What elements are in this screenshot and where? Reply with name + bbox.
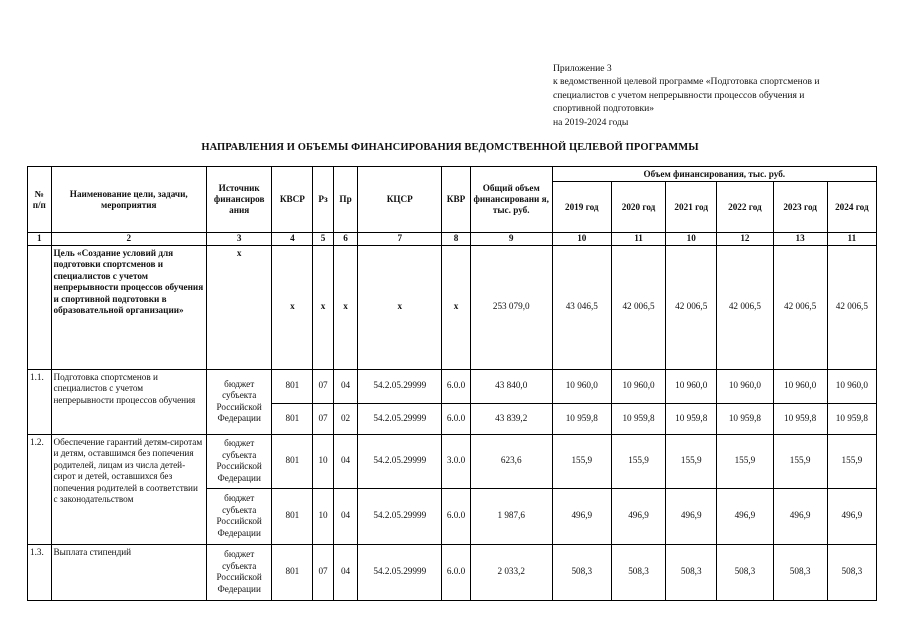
cell-kcsr: 54.2.05.29999 <box>358 544 442 600</box>
table-row <box>28 369 877 403</box>
cell-rz: 07 <box>313 369 333 403</box>
appendix-line: к ведомственной целевой программе «Подготовка спортсменов и <box>553 76 820 88</box>
appendix-line: на 2019-2024 годы <box>553 116 629 128</box>
header-year: 2023 год <box>773 182 827 233</box>
cell-year-value: 155,9 <box>773 434 827 488</box>
appendix-note <box>553 62 873 129</box>
header-source: Источник финансиров ания <box>206 167 271 233</box>
goal-kvr: x <box>442 245 471 369</box>
cell-year-value: 10 959,8 <box>552 403 611 434</box>
goal-kcsr: x <box>358 245 442 369</box>
cell-kvr: 6.0.0 <box>442 544 471 600</box>
cell-kvsr: 801 <box>272 488 313 544</box>
header-year: 2021 год <box>666 182 717 233</box>
cell-kvsr: 801 <box>272 434 313 488</box>
goal-kvsr: x <box>272 245 313 369</box>
cell-year-value: 10 960,0 <box>717 369 773 403</box>
cell-year-value: 508,3 <box>773 544 827 600</box>
cell-pr: 02 <box>333 403 358 434</box>
cell-total: 1 987,6 <box>470 488 552 544</box>
goal-name: Цель «Создание условий для подготовки спортсменов и специалистов с учетом непрерывности процессов обучения и спортивной подготовки в образовательной организации» <box>51 245 206 369</box>
goal-year-value: 42 006,5 <box>611 245 665 369</box>
cell-year-value: 155,9 <box>611 434 665 488</box>
cell-pr: 04 <box>333 369 358 403</box>
cell-year-value: 10 960,0 <box>773 369 827 403</box>
cell-kvr: 6.0.0 <box>442 403 471 434</box>
header-kcsr: КЦСР <box>358 167 442 233</box>
goal-year-value: 43 046,5 <box>552 245 611 369</box>
header-kvsr: КВСР <box>272 167 313 233</box>
cell-year-value: 155,9 <box>666 434 717 488</box>
cell-year-value: 508,3 <box>552 544 611 600</box>
table-row <box>28 434 877 488</box>
column-number-row <box>28 233 877 246</box>
header-kvr: КВР <box>442 167 471 233</box>
table-row <box>28 544 877 600</box>
header-rz: Рз <box>313 167 333 233</box>
cell-year-value: 508,3 <box>717 544 773 600</box>
cell-kvr: 6.0.0 <box>442 369 471 403</box>
header-pr: Пр <box>333 167 358 233</box>
appendix-line: Приложение 3 <box>553 63 612 74</box>
cell-rz: 10 <box>313 434 333 488</box>
cell-total: 2 033,2 <box>470 544 552 600</box>
goal-year-value: 42 006,5 <box>773 245 827 369</box>
item-index: 1.1. <box>28 369 52 434</box>
item-index: 1.3. <box>28 544 52 600</box>
cell-year-value: 496,9 <box>773 488 827 544</box>
column-number: 2 <box>51 233 206 246</box>
cell-year-value: 496,9 <box>717 488 773 544</box>
cell-year-value: 508,3 <box>827 544 876 600</box>
cell-kcsr: 54.2.05.29999 <box>358 369 442 403</box>
column-number: 4 <box>272 233 313 246</box>
cell-year-value: 508,3 <box>611 544 665 600</box>
financing-table <box>27 166 877 601</box>
column-number: 9 <box>470 233 552 246</box>
header-year: 2020 год <box>611 182 665 233</box>
goal-year-value: 42 006,5 <box>717 245 773 369</box>
cell-year-value: 10 960,0 <box>611 369 665 403</box>
cell-year-value: 10 959,8 <box>611 403 665 434</box>
cell-kvr: 3.0.0 <box>442 434 471 488</box>
item-index: 1.2. <box>28 434 52 544</box>
item-source: бюджет субъекта Российской Федерации <box>206 434 271 488</box>
header-name: Наименование цели, задачи, мероприятия <box>51 167 206 233</box>
appendix-line: специалистов с учетом непрерывности процессов обучения и <box>553 89 805 101</box>
column-number: 13 <box>773 233 827 246</box>
item-name: Обеспечение гарантий детям-сиротам и детям, оставшимся без попечения родителей, лицам из числа детей-сирот и детей, оставшихся без попечения родителей в соответствии с законодательством <box>51 434 206 544</box>
column-number: 11 <box>611 233 665 246</box>
cell-total: 623,6 <box>470 434 552 488</box>
appendix-line: спортивной подготовки» <box>553 103 655 115</box>
header-volume: Объем финансирования, тыс. руб. <box>552 167 876 182</box>
cell-pr: 04 <box>333 488 358 544</box>
header-year: 2019 год <box>552 182 611 233</box>
goal-year-value: 42 006,5 <box>666 245 717 369</box>
cell-year-value: 10 959,8 <box>827 403 876 434</box>
goal-year-value: 42 006,5 <box>827 245 876 369</box>
cell-year-value: 155,9 <box>717 434 773 488</box>
item-source: бюджет субъекта Российской Федерации <box>206 544 271 600</box>
cell-year-value: 10 959,8 <box>717 403 773 434</box>
cell-kcsr: 54.2.05.29999 <box>358 488 442 544</box>
column-number: 12 <box>717 233 773 246</box>
cell-total: 43 840,0 <box>470 369 552 403</box>
cell-year-value: 10 960,0 <box>552 369 611 403</box>
column-number: 3 <box>206 233 271 246</box>
header-total: Общий объем финансировани я, тыс. руб. <box>470 167 552 233</box>
item-name: Выплата стипендий <box>51 544 206 600</box>
cell-total: 43 839,2 <box>470 403 552 434</box>
cell-year-value: 508,3 <box>666 544 717 600</box>
cell-year-value: 10 960,0 <box>827 369 876 403</box>
item-source: бюджет субъекта Российской Федерации <box>206 488 271 544</box>
header-num: № п/п <box>28 167 52 233</box>
goal-row <box>28 245 877 369</box>
item-name: Подготовка спортсменов и специалистов с учетом непрерывности процессов обучения <box>51 369 206 434</box>
goal-pr: x <box>333 245 358 369</box>
cell-rz: 07 <box>313 403 333 434</box>
column-number: 10 <box>666 233 717 246</box>
cell-pr: 04 <box>333 544 358 600</box>
column-number: 11 <box>827 233 876 246</box>
cell-kcsr: 54.2.05.29999 <box>358 403 442 434</box>
cell-rz: 10 <box>313 488 333 544</box>
goal-source: x <box>206 245 271 369</box>
cell-kvsr: 801 <box>272 403 313 434</box>
cell-year-value: 155,9 <box>552 434 611 488</box>
cell-year-value: 155,9 <box>827 434 876 488</box>
cell-rz: 07 <box>313 544 333 600</box>
item-source: бюджет субъекта Российской Федерации <box>206 369 271 434</box>
column-number: 6 <box>333 233 358 246</box>
header-year: 2024 год <box>827 182 876 233</box>
column-number: 8 <box>442 233 471 246</box>
goal-total: 253 079,0 <box>470 245 552 369</box>
goal-rz: x <box>313 245 333 369</box>
cell-kvr: 6.0.0 <box>442 488 471 544</box>
cell-year-value: 496,9 <box>666 488 717 544</box>
cell-year-value: 10 959,8 <box>773 403 827 434</box>
cell-year-value: 496,9 <box>552 488 611 544</box>
column-number: 5 <box>313 233 333 246</box>
cell-year-value: 10 960,0 <box>666 369 717 403</box>
cell-year-value: 10 959,8 <box>666 403 717 434</box>
cell-kvsr: 801 <box>272 369 313 403</box>
column-number: 1 <box>28 233 52 246</box>
cell-kvsr: 801 <box>272 544 313 600</box>
cell-kcsr: 54.2.05.29999 <box>358 434 442 488</box>
document-title: НАПРАВЛЕНИЯ И ОБЪЕМЫ ФИНАНСИРОВАНИЯ ВЕДОМСТВЕННОЙ ЦЕЛЕВОЙ ПРОГРАММЫ <box>201 142 699 153</box>
column-number: 10 <box>552 233 611 246</box>
column-number: 7 <box>358 233 442 246</box>
header-year: 2022 год <box>717 182 773 233</box>
cell-pr: 04 <box>333 434 358 488</box>
cell-year-value: 496,9 <box>827 488 876 544</box>
cell-year-value: 496,9 <box>611 488 665 544</box>
